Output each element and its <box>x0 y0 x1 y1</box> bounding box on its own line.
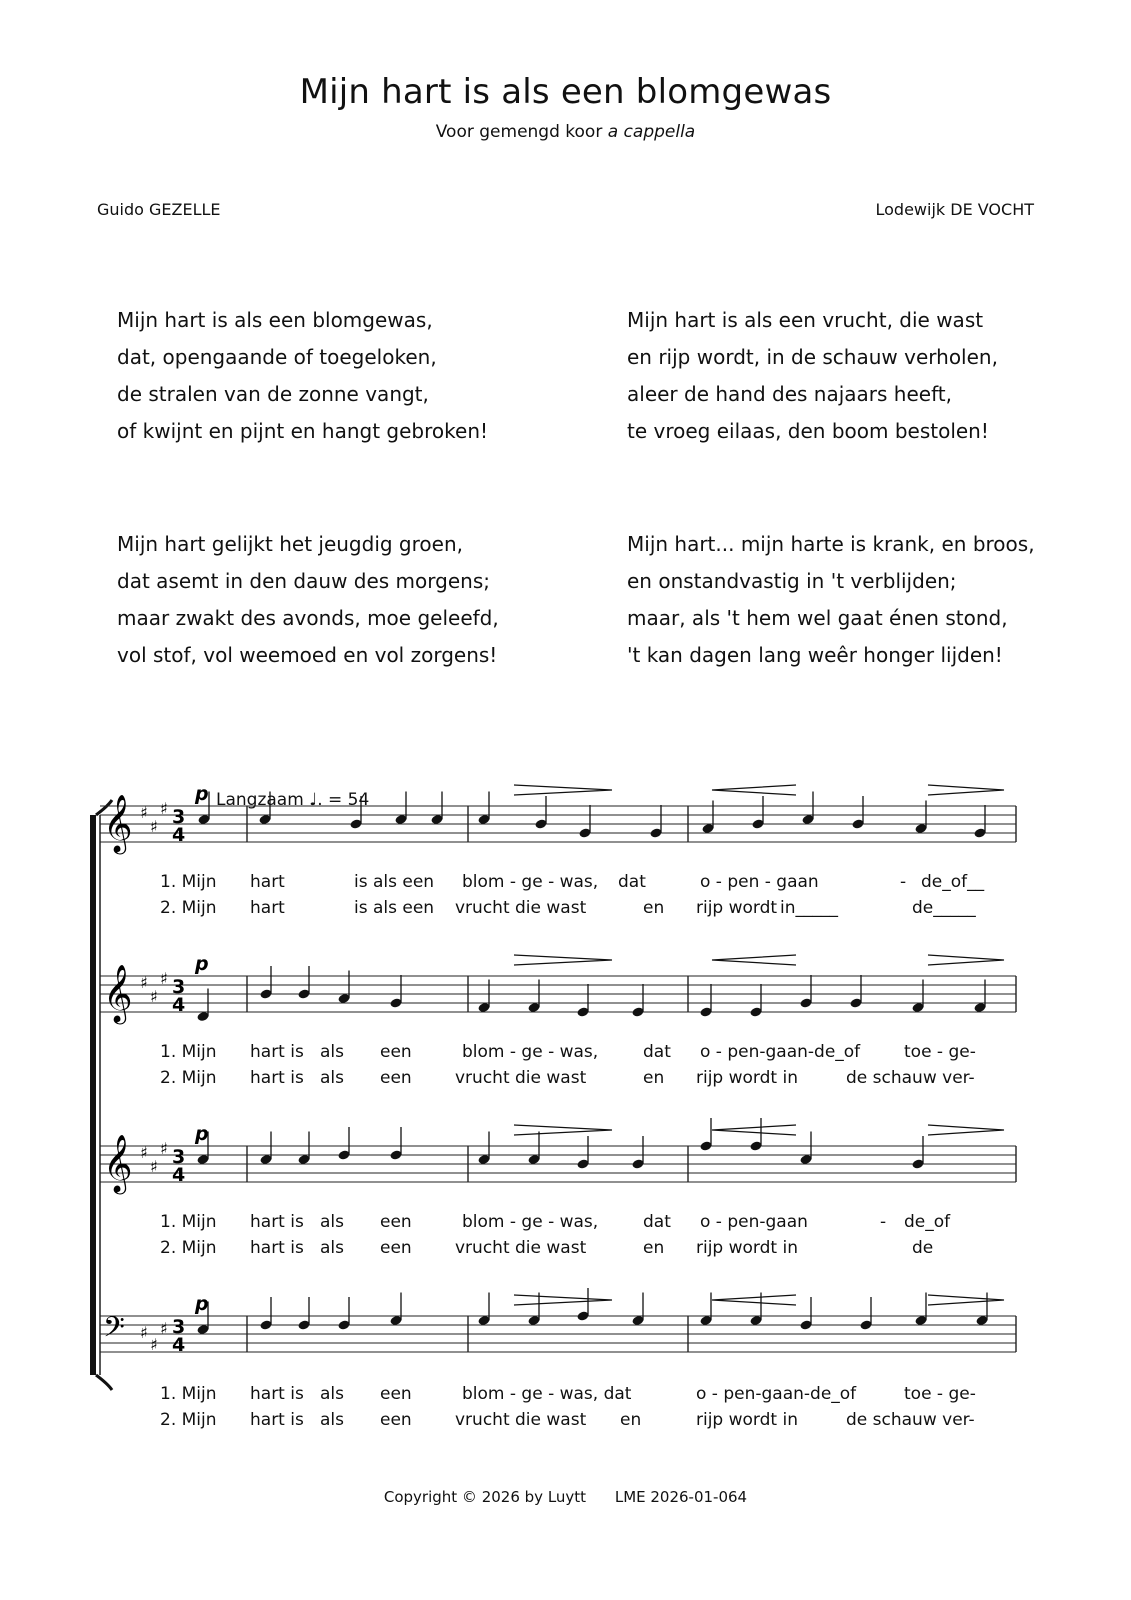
tempo-value: = 54 <box>328 790 370 810</box>
poem-line: dat asemt in den dauw des morgens; <box>117 569 490 593</box>
note-head <box>477 1154 490 1165</box>
lyric-syllable: een <box>380 1384 412 1404</box>
note-head <box>911 1002 924 1013</box>
poem-line: of kwijnt en pijnt en hangt gebroken! <box>117 419 489 443</box>
note-head <box>975 1315 988 1326</box>
subtitle-italic: a cappella <box>607 122 696 142</box>
note-head <box>297 1154 310 1165</box>
poem-line: maar zwakt des avonds, moe geleefd, <box>117 606 499 630</box>
lyric-syllable: de <box>912 1238 934 1258</box>
poem-line: de stralen van de zonne vangt, <box>117 382 429 406</box>
dynamic-piano: p <box>195 783 209 805</box>
lyric-syllable: rijp wordt in <box>696 1068 798 1088</box>
note-head <box>699 1315 712 1326</box>
time-signature-bottom: 4 <box>172 1334 186 1356</box>
poem-line: Mijn hart gelijkt het jeugdig groen, <box>117 532 463 556</box>
lyric-syllable: - <box>880 1212 887 1232</box>
note-head <box>859 1319 872 1330</box>
decrescendo-hairpin <box>928 785 1004 795</box>
note-head <box>259 1319 272 1330</box>
lyric-syllable: als <box>320 1068 344 1088</box>
time-signature-top: 3 <box>172 806 186 828</box>
poem-line: en rijp wordt, in de schauw verholen, <box>627 345 998 369</box>
lyric-syllable: hart <box>250 872 285 892</box>
note-head <box>477 814 490 825</box>
note-head <box>631 1006 644 1017</box>
lyric-syllable: hart is <box>250 1068 304 1088</box>
poem-line: te vroeg eilaas, den boom bestolen! <box>627 419 989 443</box>
poem-line: 't kan dagen lang weêr honger lijden! <box>627 643 1003 667</box>
lyric-syllable: hart is <box>250 1384 304 1404</box>
composer-name: Lodewijk DE VOCHT <box>875 200 1034 219</box>
lyric-syllable: de_of__ <box>921 872 985 892</box>
note-head <box>389 997 402 1008</box>
time-signature-top: 3 <box>172 1316 186 1338</box>
lyric-syllable: 2. Mijn <box>160 1238 217 1258</box>
lyric-syllable: in_____ <box>780 898 838 918</box>
lyric-syllable: de schauw ver- <box>846 1068 975 1088</box>
sharp-icon: ♯ <box>160 799 168 818</box>
lyric-syllable: vrucht die wast <box>455 1068 587 1088</box>
note-head <box>576 1310 589 1321</box>
dynamic-piano: p <box>195 953 209 975</box>
lyric-syllable: 2. Mijn <box>160 1410 217 1430</box>
treble-clef-icon: 𝄞 <box>103 794 133 852</box>
lyric-syllable: vrucht die wast <box>455 898 587 918</box>
sharp-icon: ♯ <box>140 1323 148 1342</box>
bass-clef-icon: 𝄢 <box>103 1311 125 1351</box>
poem-line: maar, als 't hem wel gaat énen stond, <box>627 606 1008 630</box>
note-head <box>751 818 764 829</box>
lyric-syllable: o - pen-gaan <box>700 1212 808 1232</box>
lyric-syllable: als <box>320 1042 344 1062</box>
note-head <box>389 1315 402 1326</box>
lyric-syllable: toe - ge- <box>904 1384 976 1404</box>
decrescendo-hairpin <box>514 1125 612 1135</box>
note-head <box>527 1154 540 1165</box>
lyric-syllable: als <box>320 1410 344 1430</box>
sharp-icon: ♯ <box>160 969 168 988</box>
lyric-syllable: blom - ge - was, dat <box>462 1384 632 1404</box>
note-head <box>297 1319 310 1330</box>
lyric-syllable: en <box>620 1410 642 1430</box>
note-head <box>973 827 986 838</box>
note-head <box>389 1149 402 1160</box>
lyric-syllable: rijp wordt <box>696 898 778 918</box>
note-head <box>259 1154 272 1165</box>
poem-line: Mijn hart... mijn harte is krank, en broos, <box>627 532 1035 556</box>
note-head <box>534 818 547 829</box>
note-head <box>394 814 407 825</box>
lyric-syllable: een <box>380 1238 412 1258</box>
page-title: Mijn hart is als een blomgewas <box>299 72 832 112</box>
note-head <box>799 1319 812 1330</box>
lyric-syllable: dat <box>643 1212 671 1232</box>
decrescendo-hairpin <box>928 1295 1004 1305</box>
treble-clef-icon: 𝄞 <box>103 1134 133 1192</box>
lyric-syllable: vrucht die wast <box>455 1410 587 1430</box>
stanza-3 <box>117 526 499 674</box>
lyric-syllable: 2. Mijn <box>160 1068 217 1088</box>
note-head <box>699 1140 712 1151</box>
note-head <box>578 827 591 838</box>
time-signature-bottom: 4 <box>172 1164 186 1186</box>
note-head <box>576 1006 589 1017</box>
note-head <box>911 1158 924 1169</box>
note-head <box>297 988 310 999</box>
footer <box>0 1488 1131 1506</box>
treble-clef-icon: 𝄞 <box>103 964 133 1022</box>
subtitle-text: Voor gemengd koor <box>435 122 603 142</box>
time-signature-top: 3 <box>172 976 186 998</box>
lyric-syllable: toe - ge- <box>904 1042 976 1062</box>
tempo-text: Langzaam <box>216 790 304 810</box>
sharp-icon: ♯ <box>160 1139 168 1158</box>
note-head <box>337 1149 350 1160</box>
lyric-syllable: rijp wordt in <box>696 1410 798 1430</box>
note-head <box>259 988 272 999</box>
lyric-syllable: als <box>320 1238 344 1258</box>
sharp-icon: ♯ <box>140 973 148 992</box>
note-head <box>337 1319 350 1330</box>
sharp-icon: ♯ <box>140 803 148 822</box>
note-head <box>196 1324 209 1335</box>
lyric-syllable: een <box>380 1042 412 1062</box>
decrescendo-hairpin <box>928 955 1004 965</box>
note-head <box>801 814 814 825</box>
dotted-quarter-icon: ♩. <box>309 790 323 810</box>
lyric-syllable: - <box>900 872 907 892</box>
lyric-syllable: 2. Mijn <box>160 898 217 918</box>
note-head <box>914 1315 927 1326</box>
sharp-icon: ♯ <box>150 817 158 836</box>
note-head <box>701 823 714 834</box>
note-head <box>749 1006 762 1017</box>
decrescendo-hairpin <box>514 955 612 965</box>
lyric-syllable: een <box>380 1068 412 1088</box>
note-head <box>649 827 662 838</box>
lyric-syllable: o - pen-gaan-de_of <box>700 1042 861 1062</box>
note-head <box>631 1315 644 1326</box>
lyric-syllable: en <box>643 898 665 918</box>
note-head <box>914 823 927 834</box>
lyric-syllable: vrucht die wast <box>455 1238 587 1258</box>
note-head <box>849 997 862 1008</box>
note-head <box>799 1154 812 1165</box>
lyric-syllable: is als een <box>354 872 435 892</box>
lyric-syllable: als <box>320 1212 344 1232</box>
lyric-syllable: hart is <box>250 1238 304 1258</box>
stanza-4 <box>627 526 1035 674</box>
crescendo-hairpin <box>712 955 796 965</box>
note-head <box>973 1002 986 1013</box>
time-signature-bottom: 4 <box>172 824 186 846</box>
stanza-1 <box>117 302 488 450</box>
lyric-syllable: dat <box>643 1042 671 1062</box>
lyric-syllable: een <box>380 1212 412 1232</box>
lyric-syllable: hart <box>250 898 285 918</box>
copyright-text: Copyright © 2026 by Luytt <box>383 1488 587 1506</box>
note-head <box>337 993 350 1004</box>
decrescendo-hairpin <box>514 1295 612 1305</box>
note-head <box>699 1006 712 1017</box>
note-head <box>851 818 864 829</box>
note-head <box>477 1002 490 1013</box>
note-head <box>749 1315 762 1326</box>
system-bracket <box>90 800 112 1390</box>
note-head <box>749 1140 762 1151</box>
stanza-2 <box>627 302 998 450</box>
lyric-syllable: blom - ge - was, <box>462 1042 599 1062</box>
poem-line: aleer de hand des najaars heeft, <box>627 382 952 406</box>
poem-line: dat, opengaande of toegeloken, <box>117 345 437 369</box>
time-signature-bottom: 4 <box>172 994 186 1016</box>
poet-name: Guido GEZELLE <box>97 200 221 219</box>
lyric-syllable: 1. Mijn <box>160 1384 217 1404</box>
lyric-syllable: de_____ <box>912 898 976 918</box>
decrescendo-hairpin <box>928 1125 1004 1135</box>
lyric-syllable: dat <box>618 872 646 892</box>
staff-bass <box>100 1288 1016 1356</box>
lyric-syllable: een <box>380 1410 412 1430</box>
dynamic-piano: p <box>195 1123 209 1145</box>
poem-line: Mijn hart is als een blomgewas, <box>117 308 433 332</box>
note-head <box>631 1158 644 1169</box>
crescendo-hairpin <box>712 1125 796 1135</box>
lyric-syllable: blom - ge - was, <box>462 1212 599 1232</box>
lyric-syllable: rijp wordt in <box>696 1238 798 1258</box>
lyric-syllable: is als een <box>354 898 435 918</box>
note-head <box>799 997 812 1008</box>
catalog-number: LME 2026-01-064 <box>614 1488 748 1506</box>
lyric-syllable: 1. Mijn <box>160 872 217 892</box>
lyric-syllable: en <box>643 1238 665 1258</box>
note-head <box>477 1315 490 1326</box>
subtitle <box>0 122 1131 142</box>
sharp-icon: ♯ <box>150 1335 158 1354</box>
note-head <box>258 814 271 825</box>
lyric-syllable: o - pen - gaan <box>700 872 819 892</box>
note-head <box>527 1315 540 1326</box>
note-head <box>197 814 210 825</box>
note-head <box>527 1002 540 1013</box>
lyric-syllable: o - pen-gaan-de_of <box>696 1384 857 1404</box>
note-head <box>196 1011 209 1022</box>
lyric-syllable: hart is <box>250 1212 304 1232</box>
lyric-syllable: blom - ge - was, <box>462 872 599 892</box>
lyric-syllable: en <box>643 1068 665 1088</box>
poem-line: Mijn hart is als een vrucht, die wast <box>627 308 984 332</box>
crescendo-hairpin <box>712 1295 796 1305</box>
lyric-syllable: hart is <box>250 1410 304 1430</box>
decrescendo-hairpin <box>514 785 612 795</box>
note-head <box>349 818 362 829</box>
sharp-icon: ♯ <box>140 1143 148 1162</box>
note-head <box>430 814 443 825</box>
note-head <box>196 1154 209 1165</box>
lyric-syllable: als <box>320 1384 344 1404</box>
crescendo-hairpin <box>712 785 796 795</box>
sharp-icon: ♯ <box>150 1157 158 1176</box>
lyric-syllable: de_of <box>904 1212 951 1232</box>
lyric-syllable: hart is <box>250 1042 304 1062</box>
lyric-syllable: 1. Mijn <box>160 1212 217 1232</box>
lyric-syllable: de schauw ver- <box>846 1410 975 1430</box>
time-signature-top: 3 <box>172 1146 186 1168</box>
poem-line: vol stof, vol weemoed en vol zorgens! <box>117 643 498 667</box>
sharp-icon: ♯ <box>160 1319 168 1338</box>
staff-alto <box>100 953 1016 1025</box>
tempo-marking <box>216 790 369 810</box>
staff-tenor <box>100 1118 1016 1195</box>
dynamic-piano: p <box>195 1293 209 1315</box>
lyric-syllable: 1. Mijn <box>160 1042 217 1062</box>
poem-line: en onstandvastig in 't verblijden; <box>627 569 957 593</box>
note-head <box>576 1158 589 1169</box>
sharp-icon: ♯ <box>150 987 158 1006</box>
